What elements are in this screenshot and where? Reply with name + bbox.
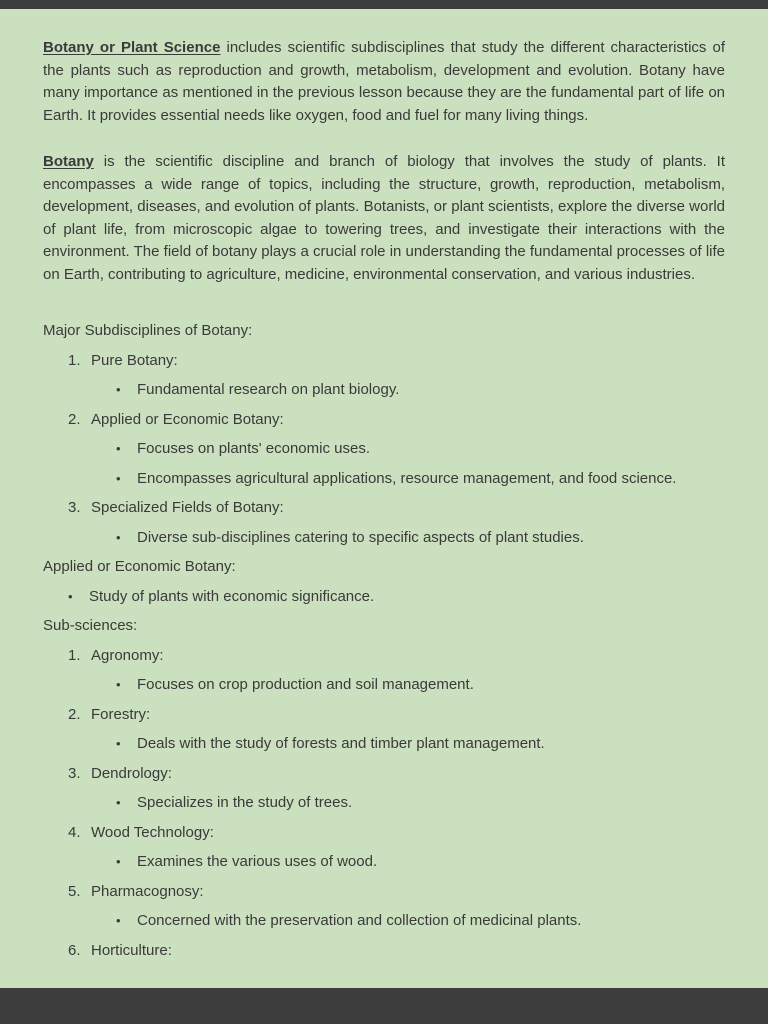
item-text: Specialized Fields of Botany: <box>91 499 284 516</box>
overview-body-text: is the scientific discipline and branch of biology that involves the study of plants. It encompasses a wide range of topics, including the structure, growth, reproduction, metabolism, development, diseases, and evolution of plants. Botanists, or plant scientists, explore the diverse world of plant life, from microscopic algae to towering trees, and investigate their interactions with the environment. The field of botany plays a crucial role in understanding the fundamental processes of life on Earth, contributing to agriculture, medicine, environmental conservation, and various industries. <box>43 153 725 283</box>
section-heading <box>43 615 725 638</box>
intro-lead-text: Botany or Plant Science <box>43 39 221 56</box>
item-text: Agronomy: <box>91 646 164 664</box>
item-text: Applied or Economic Botany: <box>91 410 284 428</box>
bullet-icon: • <box>116 529 121 545</box>
list-item-bullet <box>43 438 725 461</box>
list-item-numbered <box>43 881 725 904</box>
list-item-bullet <box>43 792 725 815</box>
list-item-bullet <box>43 586 725 609</box>
content-list <box>43 320 725 962</box>
item-text: Focuses on crop production and soil management. <box>137 676 474 693</box>
bullet-icon: • <box>116 677 121 692</box>
item-text: Pharmacognosy: <box>91 882 204 900</box>
item-text: Diverse sub-disciplines catering to specific aspects of plant studies. <box>137 528 584 546</box>
item-text: Wood Technology: <box>91 823 214 841</box>
item-text: Major Subdisciplines of Botany: <box>43 322 253 339</box>
list-item-bullet <box>43 910 725 933</box>
item-text: Fundamental research on plant biology. <box>137 381 400 398</box>
bullet-icon: • <box>116 854 121 869</box>
list-number: 6. <box>68 941 81 959</box>
item-text: Forestry: <box>91 705 151 723</box>
list-number: 2. <box>68 705 81 723</box>
intro-body-text: includes scientific subdisciplines that study the different characteristics of the plants such as reproduction and growth, metabolism, development and evolution. Botany have many importance as mentioned in the previous lesson because they are the fundamental part of life on Earth. It provides essential needs like oxygen, food and fuel for many living things. <box>43 39 725 124</box>
item-text: Specializes in the study of trees. <box>137 794 353 811</box>
list-item-numbered <box>43 497 725 520</box>
list-item-bullet <box>43 468 725 491</box>
list-item-numbered <box>43 645 725 668</box>
item-text: Examines the various uses of wood. <box>137 853 378 870</box>
paragraph-intro <box>43 37 725 127</box>
item-text: Applied or Economic Botany: <box>43 558 236 575</box>
bullet-icon: • <box>68 588 73 604</box>
item-text: Deals with the study of forests and timber plant management. <box>137 735 545 752</box>
item-text: Sub-sciences: <box>43 617 138 634</box>
bullet-icon: • <box>116 795 121 810</box>
document-page <box>0 9 768 988</box>
list-number: 1. <box>68 351 81 369</box>
list-item-bullet <box>43 851 725 874</box>
overview-lead-text: Botany <box>43 153 94 170</box>
list-number: 5. <box>68 882 81 900</box>
list-item-numbered <box>43 822 725 845</box>
bullet-icon: • <box>116 736 121 751</box>
paragraph-overview <box>43 151 725 286</box>
item-text: Concerned with the preservation and collection of medicinal plants. <box>137 912 582 929</box>
list-item-bullet <box>43 674 725 697</box>
list-item-bullet <box>43 527 725 550</box>
list-number: 2. <box>68 410 81 428</box>
bullet-icon: • <box>116 441 121 456</box>
bullet-icon: • <box>116 913 121 928</box>
section-heading <box>43 320 725 343</box>
item-text: Pure Botany: <box>91 351 178 369</box>
list-number: 3. <box>68 764 81 782</box>
item-text: Focuses on plants' economic uses. <box>137 440 370 457</box>
section-heading <box>43 556 725 579</box>
list-item-numbered <box>43 409 725 432</box>
list-number: 4. <box>68 823 81 841</box>
bullet-icon: • <box>116 382 121 397</box>
item-text: Dendrology: <box>91 764 172 782</box>
list-item-numbered <box>43 940 725 963</box>
list-number: 3. <box>68 499 81 516</box>
item-text: Study of plants with economic significance. <box>89 587 375 605</box>
bullet-icon: • <box>116 470 121 486</box>
list-item-bullet <box>43 733 725 756</box>
item-text: Horticulture: <box>91 941 172 959</box>
list-item-numbered <box>43 350 725 373</box>
list-item-numbered <box>43 763 725 786</box>
item-text: Encompasses agricultural applications, resource management, and food science. <box>137 469 677 487</box>
list-item-bullet <box>43 379 725 402</box>
list-item-numbered <box>43 704 725 727</box>
list-number: 1. <box>68 646 81 664</box>
